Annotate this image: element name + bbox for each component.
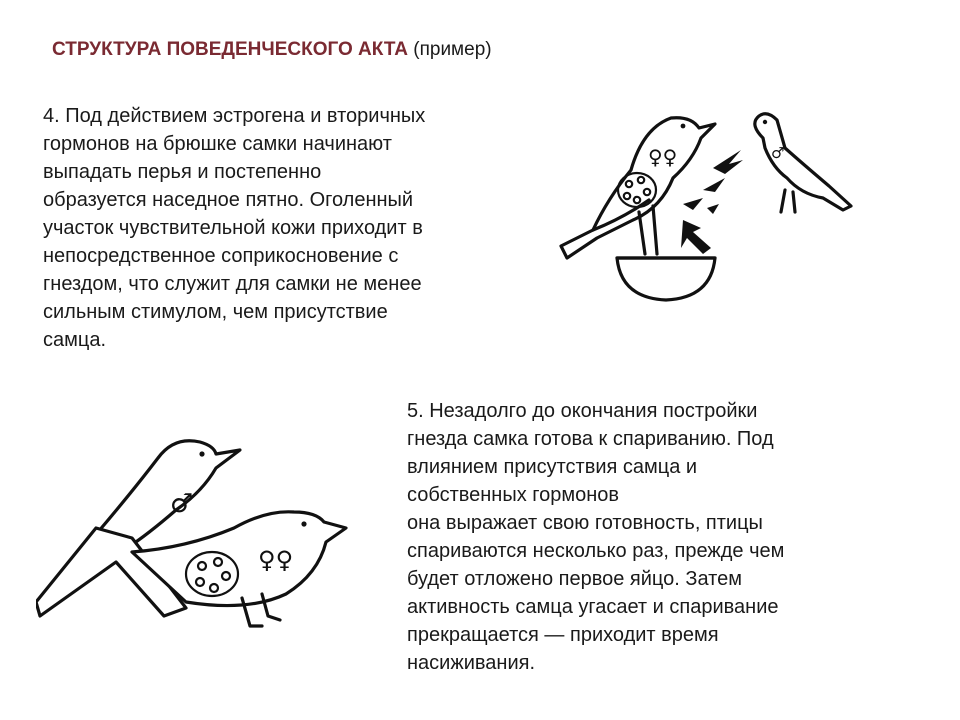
- title-sub: (пример): [413, 39, 492, 60]
- paragraph-5-line: она выражает свою готовность, птицы: [407, 512, 763, 534]
- paragraph-5: [407, 397, 784, 677]
- paragraph-4-line: участок чувствительной кожи приходит в: [43, 217, 423, 239]
- paragraph-5-line: будет отложено первое яйцо. Затем: [407, 568, 742, 590]
- slide-title: [52, 38, 492, 62]
- paragraph-5-line: 5. Незадолго до окончания постройки: [407, 400, 758, 422]
- paragraph-4: [43, 102, 425, 354]
- paragraph-5-line: спариваются несколько раз, прежде чем: [407, 540, 785, 562]
- title-main: СТРУКТУРА ПОВЕДЕНЧЕСКОГО АКТА: [52, 39, 408, 60]
- paragraph-4-line: образуется наседное пятно. Оголенный: [43, 189, 414, 211]
- female-symbol-icon: ♀♀: [648, 145, 678, 169]
- female-bird-on-nest-with-male-icon: [553, 108, 863, 308]
- male-bird-icon: [755, 114, 851, 210]
- paragraph-5-line: прекращается — приходит время: [407, 624, 719, 646]
- paragraph-4-line: самца.: [43, 329, 107, 351]
- paragraph-5-line: влиянием присутствия самца и: [407, 456, 698, 478]
- paragraph-5-line: собственных гормонов: [407, 484, 620, 506]
- male-symbol-icon: ♂: [771, 144, 785, 162]
- paragraph-5-line: активность самца угасает и спаривание: [407, 596, 779, 618]
- paragraph-5-line: насиживания.: [407, 652, 536, 674]
- nest-icon: [617, 258, 715, 300]
- paragraph-5-line: гнезда самка готова к спариванию. Под: [407, 428, 774, 450]
- paragraph-4-line: гормонов на брюшке самки начинают: [43, 133, 392, 155]
- male-symbol-icon: ♂: [170, 489, 194, 519]
- female-symbol-icon: ♀♀: [258, 546, 294, 574]
- paragraph-4-line: 4. Под действием эстрогена и вторичных: [43, 105, 426, 127]
- paragraph-4-line: непосредственное соприкосновение с: [43, 245, 399, 267]
- paragraph-4-line: выпадать перья и постепенно: [43, 161, 322, 183]
- mating-birds-icon: [36, 432, 370, 642]
- paragraph-4-line: сильным стимулом, чем присутствие: [43, 301, 388, 323]
- arrow-icon: [681, 220, 711, 254]
- paragraph-4-line: гнездом, что служит для самки не менее: [43, 273, 422, 295]
